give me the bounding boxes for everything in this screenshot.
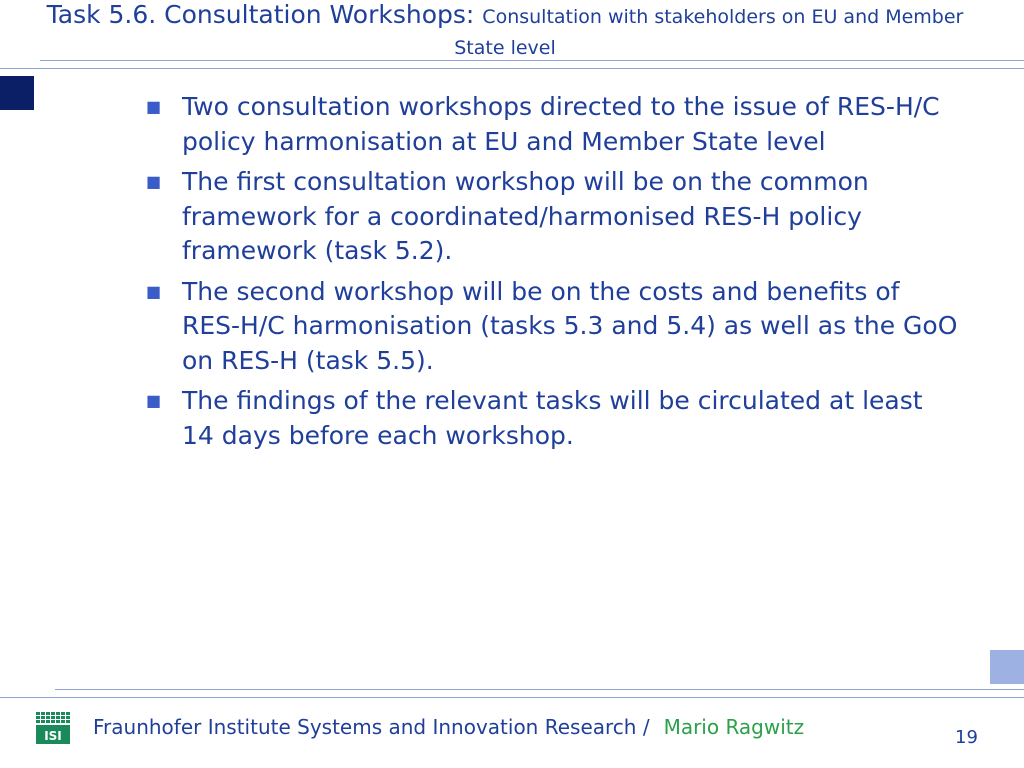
bullet-text: Two consultation workshops directed to the issue of RES-H/C policy harmonisation at EU and Member State level bbox=[182, 92, 940, 156]
page-number: 19 bbox=[955, 727, 978, 748]
title-rule-top bbox=[40, 60, 1024, 61]
bullet-text: The findings of the relevant tasks will be circulated at least 14 days before each workshop. bbox=[182, 386, 923, 450]
footer-institute: Fraunhofer Institute Systems and Innovation Research / bbox=[93, 715, 650, 739]
logo-text: ISI bbox=[44, 729, 62, 743]
bullet-text: The first consultation workshop will be on the common framework for a coordinated/harmonised RES-H policy framework (task 5.2). bbox=[182, 167, 869, 265]
slide-title-main: Task 5.6. Consultation Workshops: bbox=[46, 0, 483, 29]
bullet-marker-icon: ■ bbox=[146, 281, 162, 301]
bullet-item bbox=[142, 165, 962, 269]
decorative-square-light bbox=[990, 650, 1024, 684]
decorative-square-dark bbox=[0, 76, 34, 110]
bullet-marker-icon: ■ bbox=[146, 97, 162, 116]
footer-text bbox=[93, 715, 804, 739]
bullet-list bbox=[142, 90, 962, 459]
bullet-marker-icon: ■ bbox=[146, 391, 162, 410]
slide-title bbox=[20, 0, 990, 64]
footer-rule-top bbox=[55, 689, 1024, 690]
bullet-text: The second workshop will be on the costs and benefits of RES-H/C harmonisation (tasks 5.3 and 5.4) as well as the GoO on RES-H (task 5.5). bbox=[182, 276, 958, 375]
fraunhofer-isi-logo bbox=[36, 712, 72, 746]
bullet-item bbox=[142, 90, 962, 159]
footer-author: Mario Ragwitz bbox=[663, 715, 805, 739]
footer-rule-bottom bbox=[0, 697, 1024, 698]
bullet-item bbox=[142, 275, 962, 379]
bullet-item bbox=[142, 384, 962, 453]
bullet-marker-icon: ■ bbox=[146, 172, 162, 191]
title-rule-bottom bbox=[0, 68, 1024, 69]
slide-title-sub: Consultation with stakeholders on EU and Member State level bbox=[454, 6, 964, 59]
